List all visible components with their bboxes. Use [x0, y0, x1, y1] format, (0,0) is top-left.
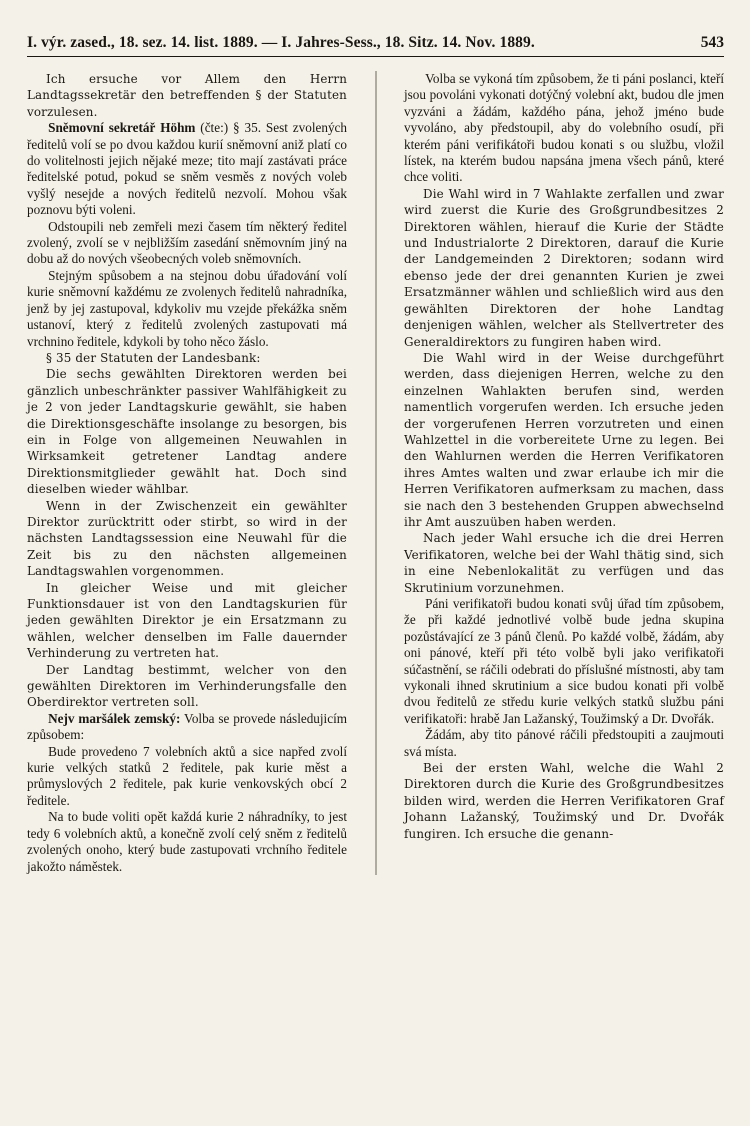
paragraph-text: Žádám, aby tito pánové ráčili předstoupiti a zaujmouti svá místa.: [404, 727, 724, 759]
two-column-body: [27, 71, 724, 875]
paragraph: [404, 350, 724, 530]
paragraph-text: Ich ersuche vor Allem den Herrn Landtagssekretär den betreffenden § der Statuten vorzulesen.: [27, 72, 347, 119]
paragraph-text: Volba se provede následujicím způsobem:: [27, 710, 347, 743]
paragraph: [27, 580, 347, 662]
paragraph: [27, 71, 347, 120]
paragraph: [404, 186, 724, 350]
paragraph: [27, 268, 347, 350]
paragraph: [404, 760, 724, 842]
speaker-name: Nejv maršálek zemský:: [48, 710, 181, 726]
paragraph: [404, 71, 724, 186]
paragraph: [27, 350, 347, 366]
paragraph: [404, 727, 724, 760]
paragraph-text: Na to bude voliti opět každá kurie 2 náhradníky, to jest tedy 6 volebních aktů, a konečně zvolí celý sněm z ředitelů zvolených onoho, který bude zastupovati vrchního ředitele jakožto náměstek.: [27, 809, 347, 874]
paragraph: [404, 596, 724, 727]
paragraph: [27, 219, 347, 268]
paragraph: [27, 711, 347, 744]
paragraph-text: Der Landtag bestimmt, welcher von den gewählten Direktoren im Verhinderungsfalle den Oberdirektor vertreten soll.: [27, 662, 347, 710]
paragraph: [27, 498, 347, 580]
paragraph-text: Odstoupili neb zemřeli mezi časem tím některý ředitel zvolený, zvolí se v nejbližším zasedání sněmovním jiný na dobu až do nových všeobecných voleb sněmovních.: [27, 218, 347, 267]
paragraph-text: In gleicher Weise und mit gleicher Funktionsdauer ist von den Landtagskurien für jeden gewählten Direktor je ein Ersatzmann zu wählen, welcher denselben im Falle dauernder Verhinderung zu vertreten hat.: [27, 580, 347, 661]
left-column: [27, 71, 347, 875]
paragraph-text: Nach jeder Wahl ersuche ich die drei Herren Verifikatoren, welche bei der Wahl thätig sind, sich in eine Nebenlokalität zu verfügen und das Skrutinium vorzunehmen.: [404, 531, 724, 595]
paragraph: [27, 120, 347, 218]
paragraph: [27, 662, 347, 711]
paragraph-text: Bude provedeno 7 volebních aktů a sice napřed zvolí kurie velkých statků 2 ředitele, pak kurie měst a průmyslových 2 ředitele, pak kurie venkovských obcí 2 ředitele.: [27, 743, 347, 808]
paragraph-text: (čte:) § 35. Sest zvolených ředitelů volí se po dvou každou kurií sněmovní aniž platí co do volitelnosti jejich nějaké meze; tito mají zastávati práce ředitelské potud, pokud se sněm vesměs z nových voleb vyšlý nesejde a nových ředitelů nezvolí. Mohou však poznovu býti voleni.: [27, 120, 347, 218]
paragraph-text: Wenn in der Zwischenzeit ein gewählter Direktor zurücktritt oder stirbt, so wird in der nächsten Landtagssession eine Neuwahl für die Zeit bis zu den nächsten allgemeinen Landtagswahlen vorgenommen.: [27, 498, 347, 579]
paragraph-text: Volba se vykoná tím způsobem, že ti páni poslanci, kteří jsou povoláni vykonati dotýčný volební akt, budou dle jmen vyzváni a žádám, každého pána, jehož jméno bude vyvoláno, aby předstoupil, aby do volebního osudí, při kterém páni verifikátoři budou konati s ou službu, vložil lístek, na kterém budou napsána jmena všech pánů, které chce voliti.: [404, 71, 724, 185]
session-heading: I. výr. zased., 18. sez. 14. list. 1889. — I. Jahres-Sess., 18. Sitz. 14. Nov. 1889.: [27, 34, 535, 51]
right-column: [404, 71, 724, 875]
paragraph-text: Bei der ersten Wahl, welche die Wahl 2 Direktoren durch die Kurie des Großgrundbesitzes bilden wird, werden die Herren Verifikatoren Graf Johann Lažanský, Toužimský und Dr. Dvořák fungiren. Ich ersuche die genann-: [404, 761, 724, 841]
paragraph-text: Die Wahl wird in der Weise durchgeführt werden, dass diejenigen Herren, welche zu den einzelnen Wahlakten berufen sind, werden namentlich vorgerufen werden. Ich ersuche jeden der vorgerufenen Herren vorzutreten und einen Wahlzettel in die vorbereitete Urne zu legen. Bei den Wahlurnen werden die Herren Verifikatoren ihres Amtes walten und zwar erlaube ich mir die Herren Verifikatoren aufmerksam zu machen, dass sie nach den 3 bestehenden Gruppen abwechselnd ihr Amt auszuüben haben werden.: [404, 350, 724, 529]
paragraph-text: Stejným spůsobem a na stejnou dobu úřadování volí kurie sněmovní každému ze zvolenych ředitelů nahradníka, jenž by jej zastupoval, kdykoliv mu vzejde překážka sněm ustanoví, který z ředitelů zvolených zastupovati má vrchnino ředitele, kdykoli by toho něco žáslo.: [27, 267, 347, 349]
paragraph-text: Páni verifikatoři budou konati svůj úřad tím způsobem, že při každé jednotlivé volbě bude jedna skupina pozůstávající ze 3 pánů členů. Po každé volbě, žádám, aby oni pánové, kteří při této volbě byli jako verifikatoři súčastnění, se ráčili odebrati do příslušné místnosti, aby tam vykonali ihned skrutinium a sice budou konati při volbě dvou ředitelů ze středu kurie velkých statků službu páni verifikatoři: hrabě Jan Lažanský, Toužimský a Dr. Dvořák.: [404, 596, 724, 726]
paragraph: [27, 809, 347, 875]
paragraph-text: Die Wahl wird in 7 Wahlakte zerfallen und zwar wird zuerst die Kurie des Großgrundbesitzes 2 Direktoren wählen, hierauf die Kurie der Städte und Industrialorte 2 Direktoren, darauf die Kurie der Landgemeinden 2 Direktoren; sodann wird ebenso jede der drei genannten Kurien je zwei Ersatzmänner wählen und schließlich wird aus den gewählten Direktoren der hohe Landtag denjenigen wählen, welcher als Stellvertreter des Generaldirektors zu fungiren haben wird.: [404, 186, 724, 349]
page-number: 543: [700, 34, 724, 51]
paragraph: [27, 366, 347, 497]
paragraph: [404, 530, 724, 596]
page-header: [27, 34, 724, 57]
speaker-name: Sněmovní sekretář Höhm: [48, 120, 196, 136]
paragraph-text: § 35 der Statuten der Landesbank:: [46, 350, 261, 365]
paragraph-text: Die sechs gewählten Direktoren werden bei gänzlich unbeschränkter passiver Wahlfähigkeit zu je 2 von jeder Landtagskurie gewählt, sie haben die Direktionsgeschäfte insolange zu besorgen, bis ein in Folge von allgemeinen Neuwahlen in Wirksamkeit getretener Landtag andere Direktionsmitglieder gewählt hat. Doch sind dieselben wieder wählbar.: [27, 367, 347, 497]
paragraph: [27, 744, 347, 810]
